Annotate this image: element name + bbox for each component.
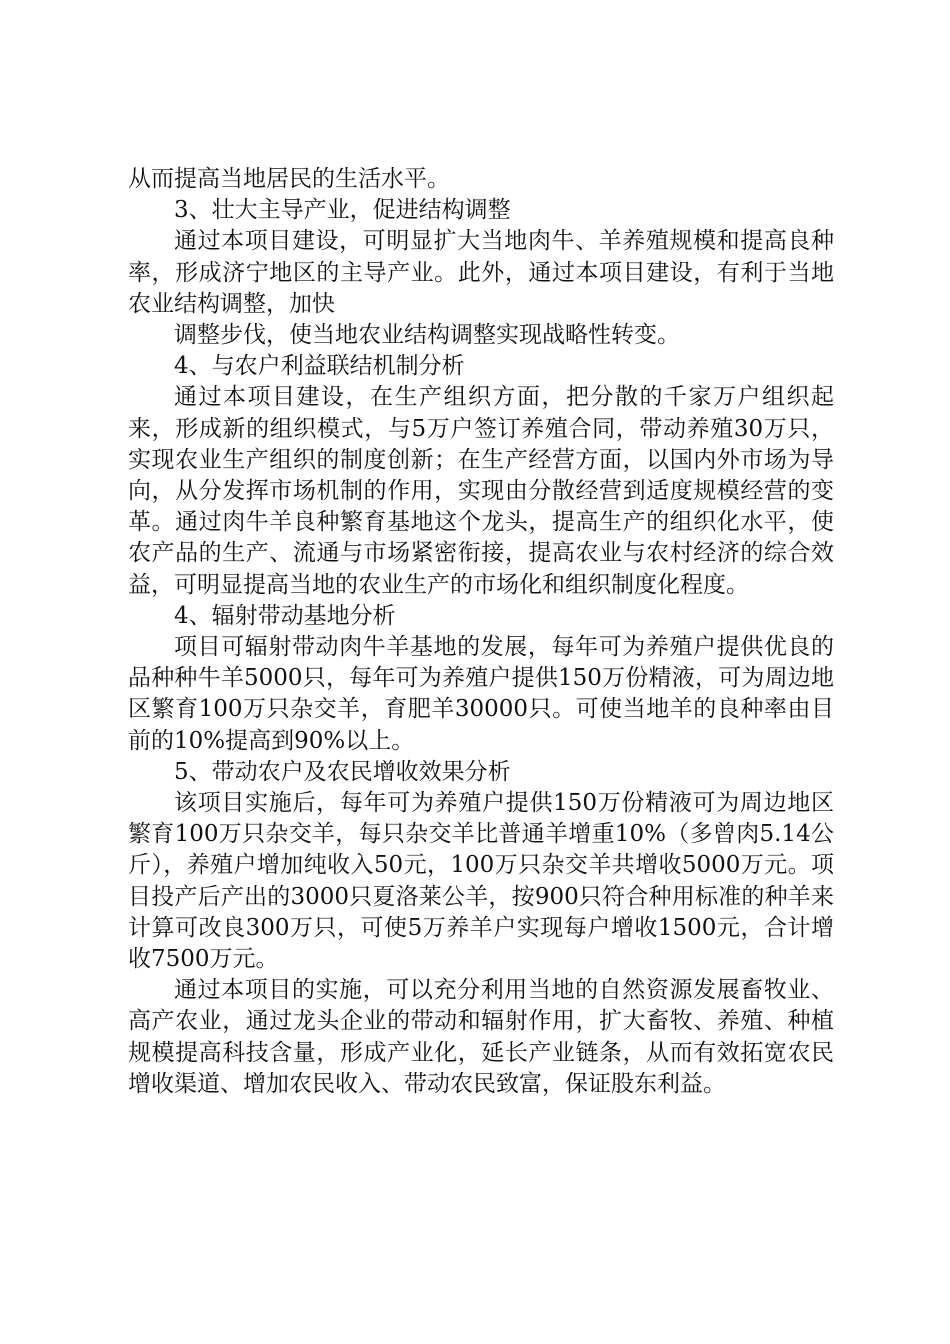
section-heading-3: 3、壮大主导产业，促进结构调整 [174,197,511,224]
paragraph-industry-continued: 调整步伐，使当地农业结构调整实现战略性转变。 [174,322,680,349]
paragraph-radiation: 项目可辐射带动肉牛羊基地的发展，每年可为养殖户提供优良的品种种牛羊5000只，每年可为养殖户提供150万份精液，可为周边地区繁育100万只杂交羊，育肥羊30000只。可使当地羊的良种率由目前的10%提高到90%以上。 [128,634,834,754]
paragraph-conclusion: 通过本项目的实施，可以充分利用当地的自然资源发展畜牧业、高产农业，通过龙头企业的带动和辐射作用，扩大畜牧、养殖、种植规模提高科技含量，形成产业化，延长产业链条，从而有效拓宽农民增收渠道、增加农民收入、带动农民致富，保证股东利益。 [128,977,834,1097]
paragraph-intro-tail: 从而提高当地居民的生活水平。 [128,166,450,192]
section-heading-5: 5、带动农户及农民增收效果分析 [174,758,511,785]
section-heading-4-benefit: 4、与农户利益联结机制分析 [174,353,465,380]
paragraph-benefit-mechanism: 通过本项目建设，在生产组织方面，把分散的千家万户组织起来，形成新的组织模式，与5万户签订养殖合同，带动养殖30万只，实现农业生产组织的制度创新；在生产经营方面，以国内外市场为导向，从分发挥市场机制的作用，实现由分散经营到适度规模经营的变革。通过肉牛羊良种繁育基地这个龙头，提高生产的组织化水平，使农产品的生产、流通与市场紧密衔接，提高农业与农村经济的综合效益，可明显提高当地的农业生产的市场化和组织制度化程度。 [128,384,834,598]
paragraph-income-effect: 该项目实施后，每年可为养殖户提供150万份精液可为周边地区繁育100万只杂交羊，每只杂交羊比普通羊增重10%（多曾肉5.14公斤），养殖户增加纯收入50元，100万只杂交羊共增收5000万元。项目投产后产出的3000只夏洛莱公羊，按900只符合种用标准的种羊来计算可改良300万只，可使5万养羊户实现每户增收1500元，合计增收7500万元。 [128,790,834,973]
document-page [128,164,834,1100]
section-heading-4-radiation: 4、辐射带动基地分析 [174,602,396,629]
paragraph-industry: 通过本项目建设，可明显扩大当地肉牛、羊养殖规模和提高良种率，形成济宁地区的主导产业。此外，通过本项目建设，有利于当地农业结构调整，加快 [128,228,834,317]
